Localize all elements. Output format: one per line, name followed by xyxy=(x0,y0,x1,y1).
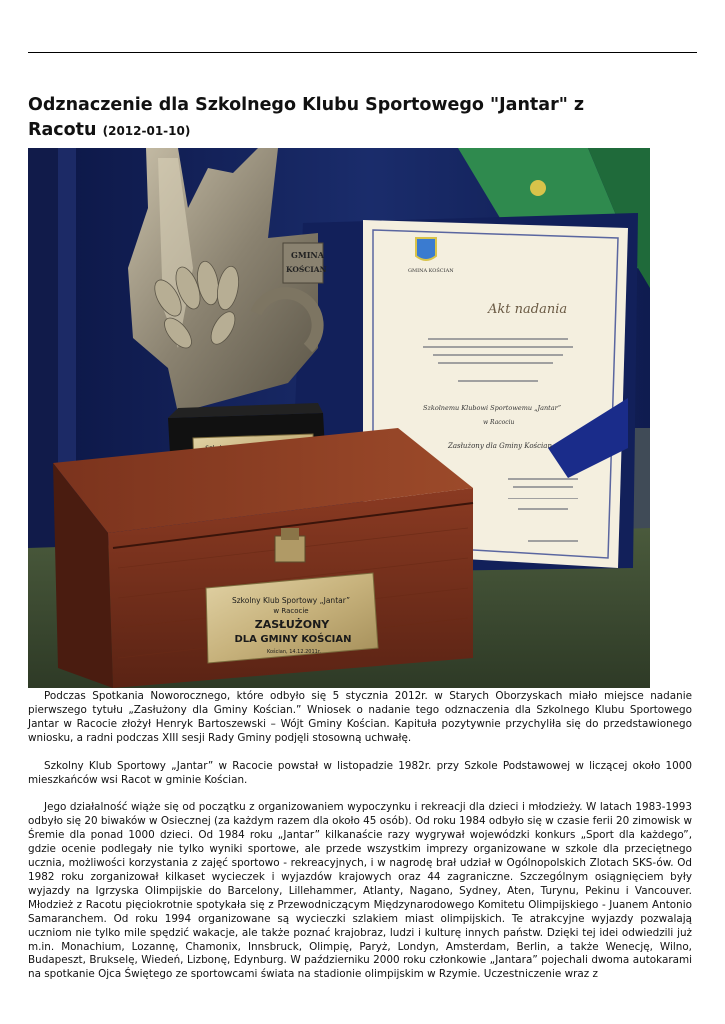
box-plaque-line-4: DLA GMINY KOŚCIAN xyxy=(234,634,352,645)
certificate-place-line: w Racociu xyxy=(483,419,515,426)
paragraph-1: Podczas Spotkania Noworocznego, które odbyło się 5 stycznia 2012r. w Starych Oborzyskach miało miejsce nadanie pierwszego tytułu „Zasłużony dla Gminy Kościan.” Wniosek o nadanie tego odznaczenia dla Szkolnego Klubu Sportowego Jantar w Racocie złożył Henryk Bartoszewski – Wójt Gminy Kościan. Kapituła pozytywnie przychyliła się do przedstawionego wniosku, a radni podczas XIII sesji Rady Gminy podjęli stosowną uchwałę. xyxy=(28,690,692,744)
trophy-emblem-line-1: GMINA xyxy=(291,250,324,260)
certificate-grant-line: Szkolnemu Klubowi Sportowemu „Jantar” xyxy=(423,404,562,412)
article-date: (2012-01-10) xyxy=(102,124,191,138)
certificate-title: Akt nadania xyxy=(488,302,568,317)
article-photo xyxy=(28,148,650,688)
box-plaque-line-5: Kościan, 14.12.2011r. xyxy=(266,649,322,655)
top-rule xyxy=(28,52,697,53)
box-plaque-line-1: Szkolny Klub Sportowy „Jantar” xyxy=(231,596,351,605)
box-plaque-line-3: ZASŁUŻONY xyxy=(254,618,330,631)
paragraph-2: Szkolny Klub Sportowy „Jantar” w Racocie powstał w listopadzie 1982r. przy Szkole Podstawowej w liczącej około 1000 mieszkańców wsi Racot w gminie Kościan. xyxy=(28,759,692,786)
article-title xyxy=(28,93,628,144)
article-title-text: Odznaczenie dla Szkolnego Klubu Sportowego "Jantar" z Racotu xyxy=(28,95,585,140)
article-body xyxy=(28,690,692,996)
paragraph-3: Jego działalność wiąże się od początku z organizowaniem wypoczynku i rekreacji dla dzieci i młodzieży. W latach 1983-1993 odbyło się 20 biwaków w Osiecznej (za każdym razem dla około 45 osób). Od roku 1984 odbyło się w czasie ferii 20 zimowisk w Śremie dla ponad 1000 dzieci. Od 1984 roku „Jantar” kilkanaście razy wygrywał wojewódzki konkurs „Sport dla każdego”, gdzie ocenie podlegały nie tylko wyniki sportowe, ale przede wszystkim imprezy organizowane w szkole dla przeciętnego ucznia, możliwości korzystania z zajęć sportowo - rekreacyjnych, i w nagrodę brał udział w Ogólnopolskich Zlotach SKS-ów. Od 1982 roku zorganizował kilkaset wycieczek i wyjazdów krajowych oraz 44 zagraniczne. Szczególnym osiągnięciem były wyjazdy na Igrzyska Olimpijskie do Barcelony, Lillehammer, Atlanty, Nagano, Sydney, Aten, Turynu, Pekinu i Vancouver. Młodzież z Racotu pięciokrotnie spotykała się z Przewodniczącym Międzynarodowego Komitetu Olimpijskiego - Juanem Antonio Samaranchem. Od roku 1994 organizowane są wycieczki szlakiem miast olimpijskich. Te atrakcyjne wyjazdy pozwalają uczniom nie tylko mile spędzić wakacje, ale także poznać krajobraz, ludzi i kulturę innych państw. Dzięki tej idei odwiedzili już m.in. Monachium, Lozannę, Chamonix, Innsbruck, Olimpię, Paryż, Londyn, Amsterdam, Berlin, a także Wenecję, Wilno, Budapeszt, Brukselę, Wiedeń, Lizbonę, Edynburg. W październiku 2000 roku członkowie „Jantara” pojechali dwoma autokarami na spotkanie Ojca Świętego ze sportowcami świata na stadionie olimpijskim w Rzymie. Uczestniczenie wraz z xyxy=(28,801,692,981)
wooden-box xyxy=(53,428,473,688)
certificate-header xyxy=(408,266,454,274)
svg-text:GMINA KOŚCIAN: GMINA KOŚCIAN xyxy=(408,268,454,274)
box-plaque-line-2: w Racocie xyxy=(273,607,309,615)
trophy-emblem-line-2: KOŚCIAN xyxy=(286,265,327,274)
certificate-honor-line: Zasłużony dla Gminy Kościan xyxy=(448,442,552,450)
